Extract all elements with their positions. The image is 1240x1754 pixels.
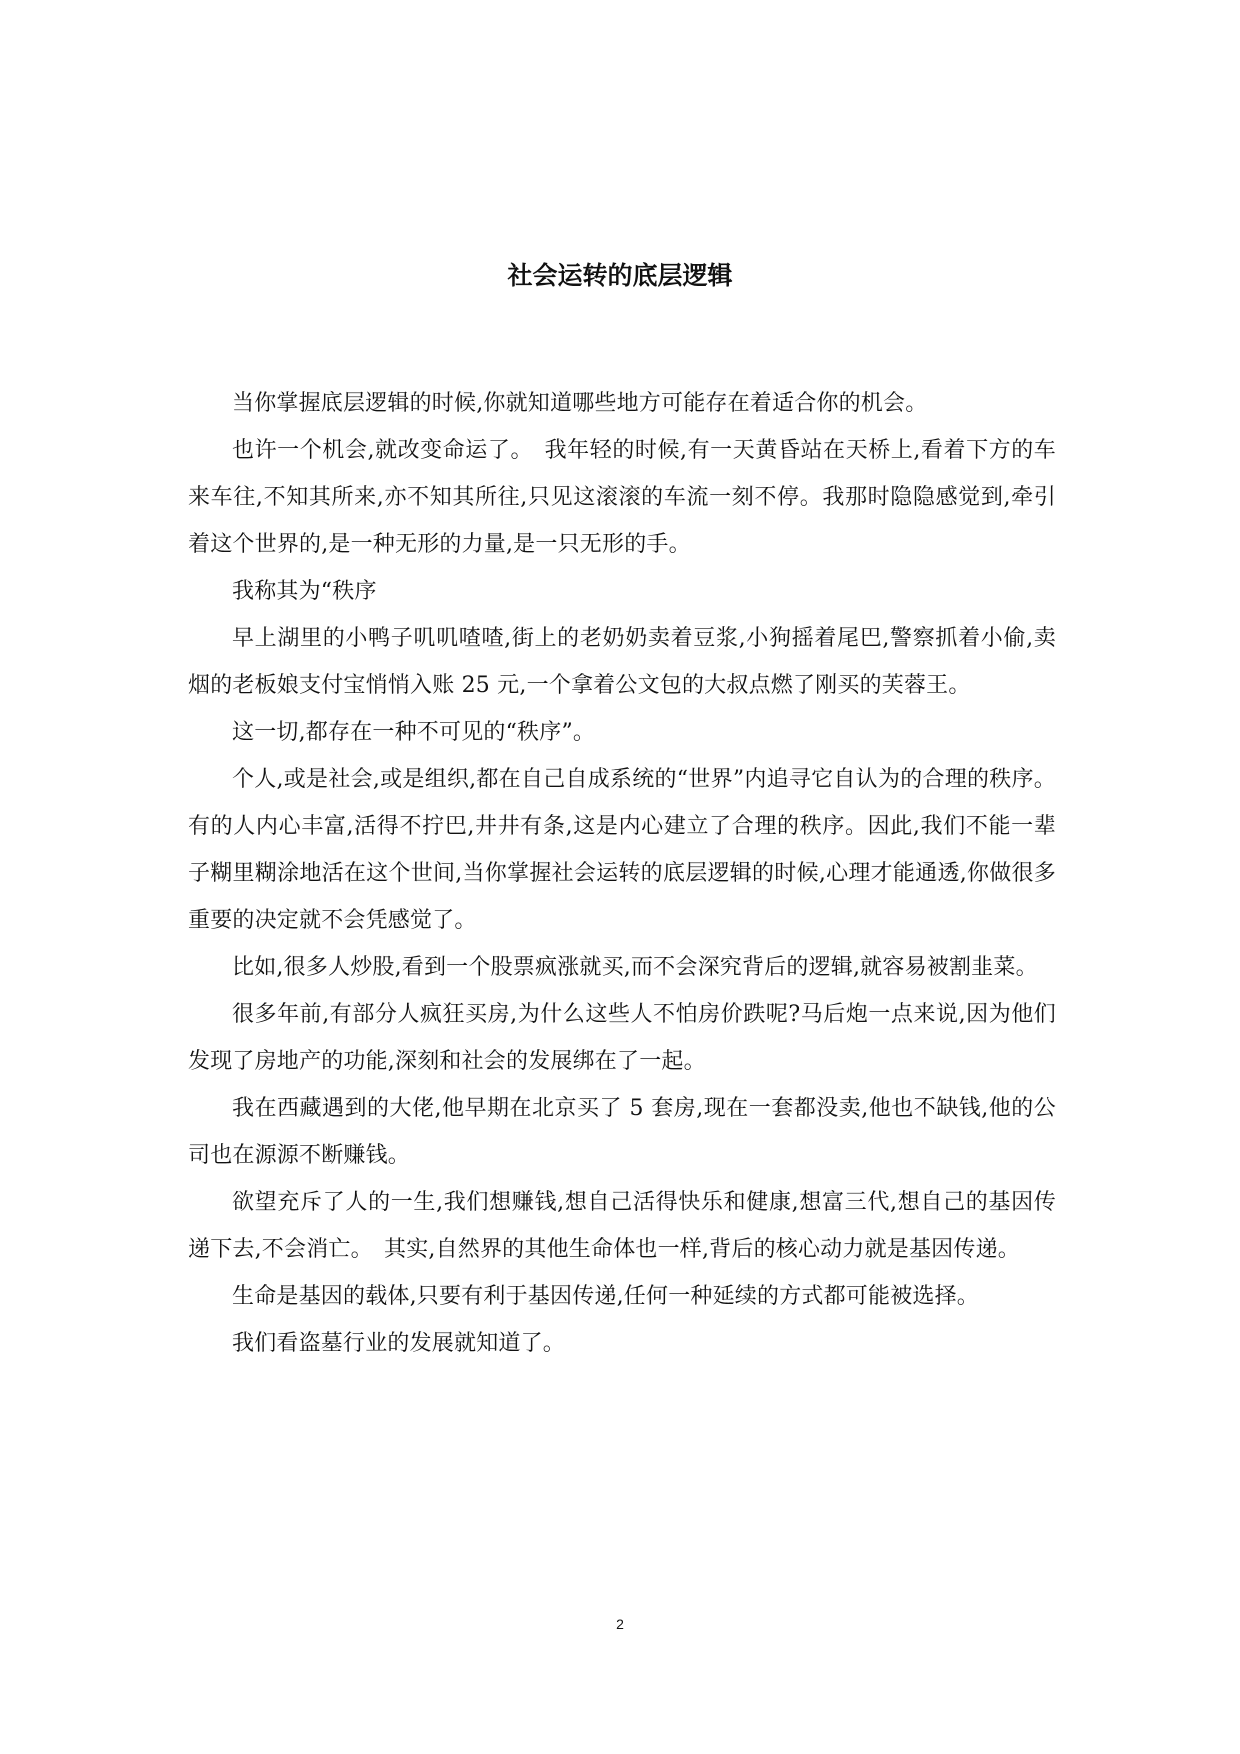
paragraph: 生命是基因的载体,只要有利于基因传递,任何一种延续的方式都可能被选择。 xyxy=(232,1284,979,1309)
paragraph: 这一切,都存在一种不可见的“秩序”。 xyxy=(232,720,596,745)
paragraph: 我称其为“秩序 xyxy=(232,579,377,604)
paragraph: 早上湖里的小鸭子叽叽喳喳,街上的老奶奶卖着豆浆,小狗摇着尾巴,警察抓着小偷,卖烟的老板娘支付宝悄悄入账 25 元,一个拿着公文包的大叔点燃了刚买的芙蓉王。 xyxy=(188,626,1056,698)
paragraph: 我们看盗墓行业的发展就知道了。 xyxy=(232,1331,566,1356)
paragraph: 个人,或是社会,或是组织,都在自己自成系统的“世界”内追寻它自认为的合理的秩序。有的人内心丰富,活得不拧巴,井井有条,这是内心建立了合理的秩序。因此,我们不能一辈子糊里糊涂地活在这个世间,当你掌握社会运转的底层逻辑的时候,心理才能通透,你做很多重要的决定就不会凭感觉了。 xyxy=(188,767,1056,933)
paragraph: 也许一个机会,就改变命运了。 我年轻的时候,有一天黄昏站在天桥上,看着下方的车来车往,不知其所来,亦不知其所往,只见这滚滚的车流一刻不停。我那时隐隐感觉到,牵引着这个世界的,是一种无形的力量,是一只无形的手。 xyxy=(188,438,1056,557)
paragraph: 当你掌握底层逻辑的时候,你就知道哪些地方可能存在着适合你的机会。 xyxy=(232,391,928,416)
paragraph: 很多年前,有部分人疯狂买房,为什么这些人不怕房价跌呢?马后炮一点来说,因为他们发现了房地产的功能,深刻和社会的发展绑在了一起。 xyxy=(188,1002,1056,1074)
document-body xyxy=(188,380,1056,1367)
document-title: 社会运转的底层逻辑 xyxy=(507,261,733,290)
paragraph: 比如,很多人炒股,看到一个股票疯涨就买,而不会深究背后的逻辑,就容易被割韭菜。 xyxy=(232,955,1038,980)
page-number: 2 xyxy=(616,1616,624,1632)
paragraph: 我在西藏遇到的大佬,他早期在北京买了 5 套房,现在一套都没卖,他也不缺钱,他的公司也在源源不断赚钱。 xyxy=(188,1096,1056,1168)
paragraph: 欲望充斥了人的一生,我们想赚钱,想自己活得快乐和健康,想富三代,想自己的基因传递下去,不会消亡。 其实,自然界的其他生命体也一样,背后的核心动力就是基因传递。 xyxy=(188,1190,1056,1262)
